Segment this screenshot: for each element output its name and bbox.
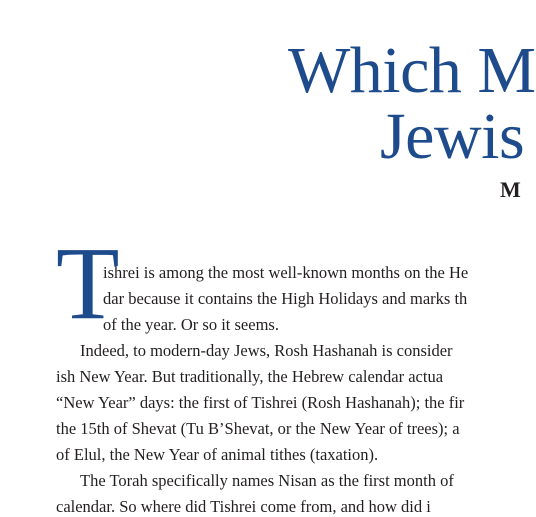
body-line-3: of the year. Or so it seems. [103, 315, 279, 334]
article-byline: M [500, 177, 521, 202]
body-line-5: ish New Year. But traditionally, the Hebrew calendar actua [56, 367, 444, 386]
drop-cap-letter: T [56, 226, 120, 341]
body-line-4: Indeed, to modern-day Jews, Rosh Hashanah is consider [80, 341, 453, 360]
article-title-line-1: Which M [288, 34, 536, 107]
body-line-6: “New Year” days: the first of Tishrei (Rosh Hashanah); the fir [56, 393, 465, 412]
body-line-2: dar because it contains the High Holidays and marks th [103, 289, 468, 308]
body-line-8: of Elul, the New Year of animal tithes (taxation). [56, 445, 379, 464]
body-line-10: calendar. So where did Tishrei come from, and how did i [56, 497, 431, 516]
body-line-7: the 15th of Shevat (Tu B’Shevat, or the New Year of trees); a [56, 419, 460, 438]
body-line-1: ishrei is among the most well-known months on the He [103, 263, 469, 282]
body-line-9: The Torah specifically names Nisan as the first month of [80, 471, 454, 490]
article-title-line-2: Jewis [380, 100, 525, 173]
